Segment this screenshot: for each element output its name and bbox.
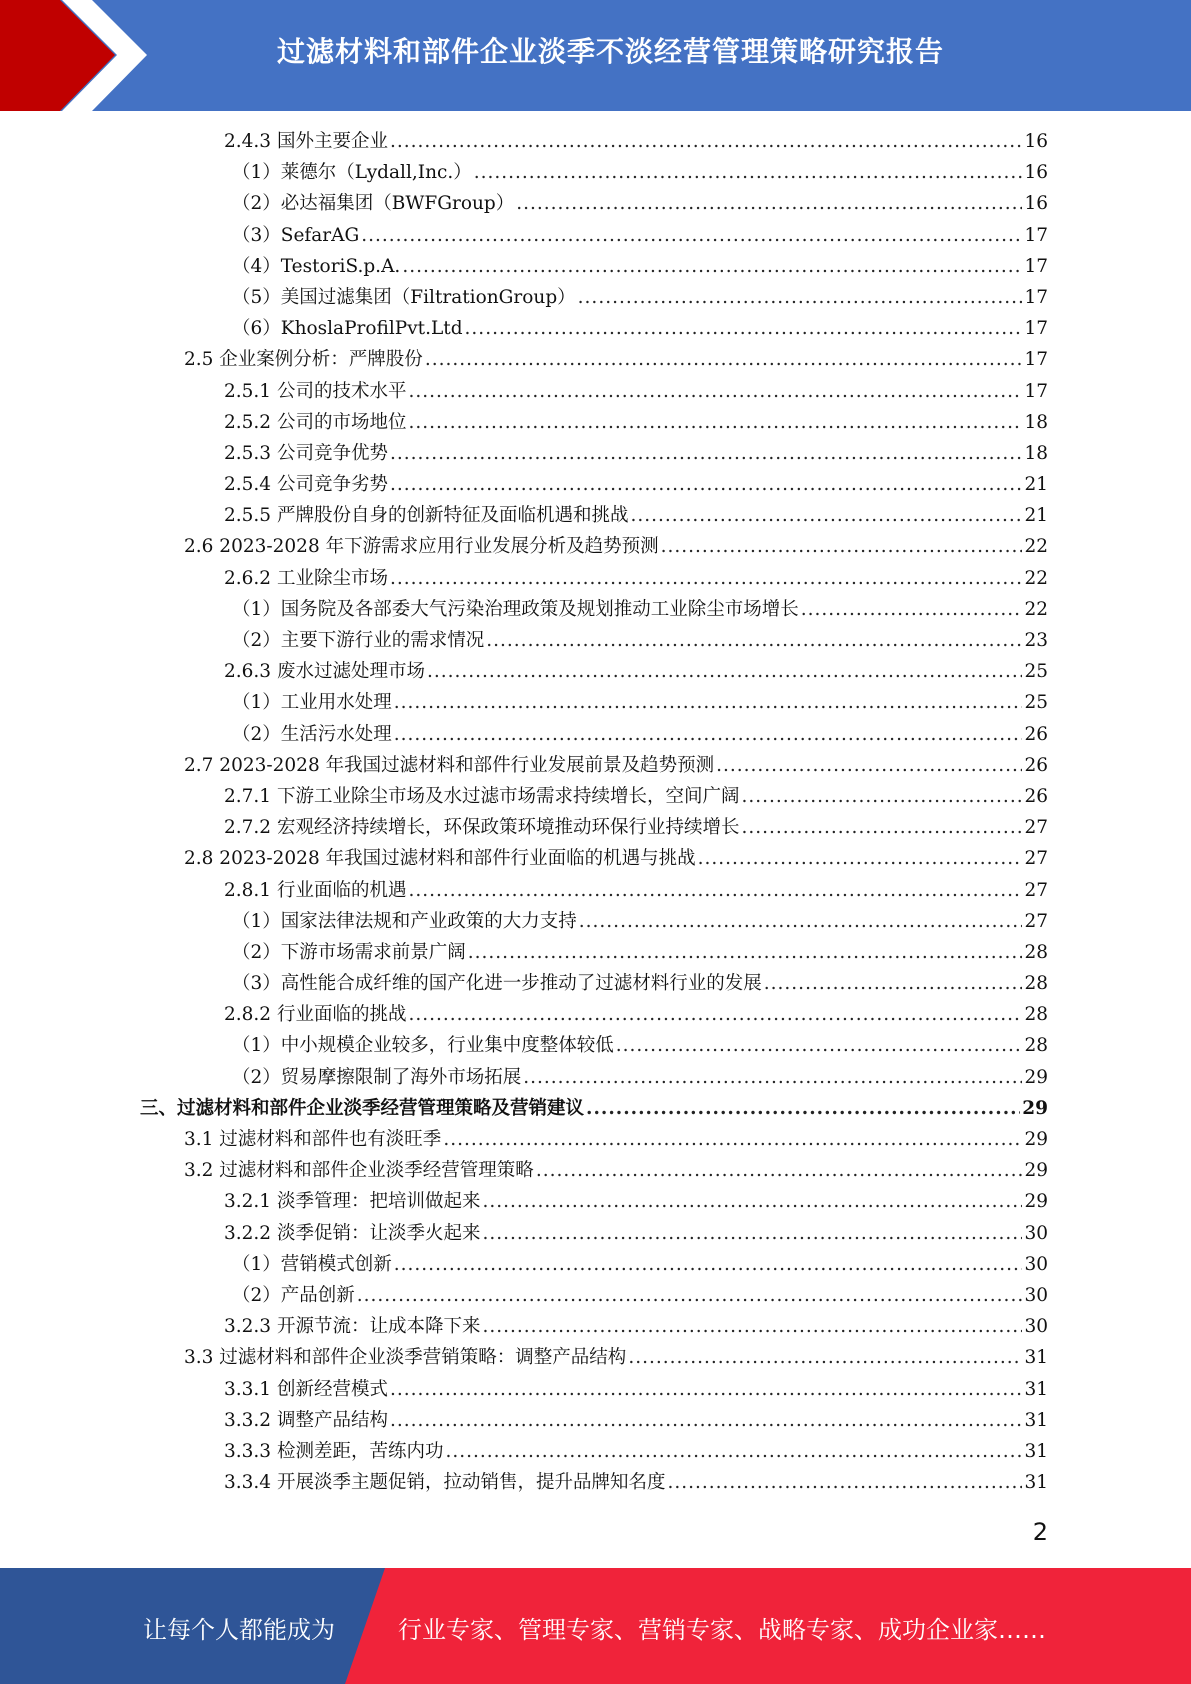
toc-leader-dots bbox=[764, 968, 1023, 999]
toc-leader-dots bbox=[465, 313, 1023, 344]
toc-leader-dots bbox=[586, 1093, 1020, 1124]
toc-leader-dots bbox=[390, 1374, 1022, 1405]
toc-entry-page: 27 bbox=[1024, 817, 1048, 839]
toc-entry-label: 3.3.1 创新经营模式 bbox=[224, 1378, 388, 1400]
toc-entry-page: 17 bbox=[1024, 255, 1048, 277]
toc-entry-label: （1）中小规模企业较多，行业集中度整体较低 bbox=[232, 1035, 614, 1057]
toc-leader-dots bbox=[482, 1186, 1022, 1217]
toc-entry-label: 2.5 企业案例分析：严牌股份 bbox=[184, 349, 423, 371]
toc-entry[interactable] bbox=[140, 812, 1048, 843]
toc-entry[interactable] bbox=[140, 1436, 1048, 1467]
toc-leader-dots bbox=[661, 531, 1023, 562]
toc-leader-dots bbox=[394, 1249, 1023, 1280]
toc-entry[interactable] bbox=[140, 968, 1048, 999]
toc-entry-page: 29 bbox=[1024, 1160, 1048, 1182]
footer-slogan-right: 行业专家、管理专家、营销专家、战略专家、成功企业家…… bbox=[398, 1616, 1046, 1644]
toc-entry-page: 17 bbox=[1024, 224, 1048, 246]
toc-entry[interactable] bbox=[140, 376, 1048, 407]
toc-entry-label: （2）必达福集团（BWFGroup） bbox=[232, 193, 515, 215]
toc-entry-page: 16 bbox=[1024, 193, 1048, 215]
toc-leader-dots bbox=[361, 220, 1022, 251]
toc-entry-page: 31 bbox=[1024, 1409, 1048, 1431]
toc-entry[interactable] bbox=[140, 1124, 1048, 1155]
toc-leader-dots bbox=[408, 376, 1022, 407]
toc-entry-page: 17 bbox=[1024, 380, 1048, 402]
toc-entry[interactable] bbox=[140, 1467, 1048, 1498]
toc-entry[interactable] bbox=[140, 1249, 1048, 1280]
toc-entry-label: 3.3.2 调整产品结构 bbox=[224, 1409, 388, 1431]
toc-entry-label: （1）营销模式创新 bbox=[232, 1253, 392, 1275]
toc-entry-page: 25 bbox=[1024, 661, 1048, 683]
toc-entry-page: 17 bbox=[1024, 318, 1048, 340]
toc-entry-label: 2.6.3 废水过滤处理市场 bbox=[224, 661, 425, 683]
toc-leader-dots bbox=[390, 438, 1022, 469]
toc-entry-page: 17 bbox=[1024, 286, 1048, 308]
toc-entry-page: 26 bbox=[1024, 785, 1048, 807]
toc-entry-label: 2.5.2 公司的市场地位 bbox=[224, 411, 407, 433]
document-title: 过滤材料和部件企业淡季不淡经营管理策略研究报告 bbox=[276, 35, 944, 68]
toc-leader-dots bbox=[516, 188, 1022, 219]
toc-entry[interactable] bbox=[140, 937, 1048, 968]
toc-entry-label: 2.7.2 宏观经济持续增长，环保政策环境推动环保行业持续增长 bbox=[224, 817, 740, 839]
toc-entry-label: （1）工业用水处理 bbox=[232, 692, 392, 714]
toc-entry-page: 22 bbox=[1024, 598, 1048, 620]
toc-entry[interactable] bbox=[140, 126, 1048, 157]
toc-entry-label: 2.8.1 行业面临的机遇 bbox=[224, 879, 407, 901]
toc-entry-page: 18 bbox=[1024, 442, 1048, 464]
page-footer bbox=[0, 1568, 1191, 1684]
toc-leader-dots bbox=[628, 1342, 1022, 1373]
toc-entry-label: 2.5.1 公司的技术水平 bbox=[224, 380, 407, 402]
toc-entry-page: 21 bbox=[1024, 505, 1048, 527]
toc-entry-label: 2.7 2023-2028 年我国过滤材料和部件行业发展前景及趋势预测 bbox=[184, 754, 715, 776]
toc-leader-dots bbox=[445, 1436, 1022, 1467]
page-header bbox=[0, 0, 1191, 111]
toc-entry-page: 29 bbox=[1022, 1097, 1048, 1119]
toc-entry[interactable] bbox=[140, 220, 1048, 251]
toc-entry-page: 31 bbox=[1024, 1472, 1048, 1494]
toc-entry-label: 3.3.4 开展淡季主题促销，拉动销售，提升品牌知名度 bbox=[224, 1472, 666, 1494]
toc-entry[interactable] bbox=[140, 469, 1048, 500]
toc-entry[interactable] bbox=[140, 1374, 1048, 1405]
toc-entry-label: （2）生活污水处理 bbox=[232, 723, 392, 745]
toc-entry[interactable] bbox=[140, 531, 1048, 562]
toc-entry[interactable] bbox=[140, 999, 1048, 1030]
toc-entry[interactable] bbox=[140, 1280, 1048, 1311]
toc-entry[interactable] bbox=[140, 313, 1048, 344]
toc-leader-dots bbox=[390, 1405, 1022, 1436]
toc-entry[interactable] bbox=[140, 1342, 1048, 1373]
toc-leader-dots bbox=[357, 1280, 1023, 1311]
toc-entry[interactable] bbox=[140, 188, 1048, 219]
toc-entry-label: 3.1 过滤材料和部件也有淡旺季 bbox=[184, 1129, 442, 1150]
toc-entry-page: 31 bbox=[1024, 1347, 1048, 1369]
toc-entry[interactable] bbox=[140, 157, 1048, 188]
toc-leader-dots bbox=[394, 687, 1023, 718]
toc-entry-label: 3.2 过滤材料和部件企业淡季经营管理策略 bbox=[184, 1160, 534, 1182]
toc-entry-label: 2.5.5 严牌股份自身的创新特征及面临机遇和挑战 bbox=[224, 505, 629, 527]
toc-entry[interactable] bbox=[140, 1062, 1048, 1093]
toc-entry-page: 21 bbox=[1024, 474, 1048, 496]
toc-entry[interactable] bbox=[140, 656, 1048, 687]
toc-leader-dots bbox=[667, 1467, 1022, 1498]
toc-entry-page: 16 bbox=[1024, 162, 1048, 184]
footer-slogan-left: 让每个人都能成为 bbox=[143, 1616, 335, 1644]
toc-entry-page: 25 bbox=[1024, 692, 1048, 714]
toc-leader-dots bbox=[408, 875, 1022, 906]
toc-entry[interactable] bbox=[140, 407, 1048, 438]
toc-entry[interactable] bbox=[140, 282, 1048, 313]
toc-entry[interactable] bbox=[140, 563, 1048, 594]
toc-entry-page: 17 bbox=[1024, 349, 1048, 371]
toc-entry[interactable] bbox=[140, 438, 1048, 469]
toc-entry[interactable] bbox=[140, 1093, 1048, 1124]
toc-entry-label: 2.4.3 国外主要企业 bbox=[224, 131, 388, 152]
toc-entry-page: 26 bbox=[1024, 723, 1048, 745]
toc-entry-label: 3.3 过滤材料和部件企业淡季营销策略：调整产品结构 bbox=[184, 1347, 627, 1369]
toc-leader-dots bbox=[390, 469, 1022, 500]
toc-entry[interactable] bbox=[140, 1311, 1048, 1342]
toc-entry-label: （1）国务院及各部委大气污染治理政策及规划推动工业除尘市场增长 bbox=[232, 598, 799, 620]
toc-entry-page: 28 bbox=[1024, 1004, 1048, 1026]
toc-entry-page: 18 bbox=[1024, 411, 1048, 433]
toc-entry-page: 22 bbox=[1024, 536, 1048, 558]
toc-leader-dots bbox=[578, 282, 1023, 313]
toc-entry[interactable] bbox=[140, 687, 1048, 718]
toc-leader-dots bbox=[408, 999, 1022, 1030]
toc-entry-page: 29 bbox=[1024, 1191, 1048, 1213]
toc-entry-page: 28 bbox=[1024, 1035, 1048, 1057]
toc-entry-label: 2.7.1 下游工业除尘市场及水过滤市场需求持续增长，空间广阔 bbox=[224, 785, 740, 807]
toc-leader-dots bbox=[402, 251, 1022, 282]
toc-entry-page: 31 bbox=[1024, 1440, 1048, 1462]
toc-entry-page: 16 bbox=[1024, 131, 1048, 152]
toc-entry-label: （2）下游市场需求前景广阔 bbox=[232, 941, 466, 963]
toc-leader-dots bbox=[425, 344, 1023, 375]
toc-leader-dots bbox=[579, 906, 1023, 937]
toc-entry-page: 27 bbox=[1024, 848, 1048, 870]
toc-entry[interactable] bbox=[140, 500, 1048, 531]
toc-entry[interactable] bbox=[140, 1405, 1048, 1436]
toc-entry-page: 23 bbox=[1024, 630, 1048, 651]
toc-leader-dots bbox=[741, 781, 1022, 812]
toc-leader-dots bbox=[616, 1030, 1023, 1061]
toc-entry-page: 30 bbox=[1024, 1284, 1048, 1306]
toc-entry-page: 30 bbox=[1024, 1253, 1048, 1275]
toc-entry-label: （3）高性能合成纤维的国产化进一步推动了过滤材料行业的发展 bbox=[232, 973, 762, 995]
toc-entry-label: 3.2.3 开源节流：让成本降下来 bbox=[224, 1316, 481, 1338]
toc-entry-label: 2.6 2023-2028 年下游需求应用行业发展分析及趋势预测 bbox=[184, 536, 659, 558]
toc-entry-label: （6）KhoslaProfilPvt.Ltd bbox=[232, 318, 463, 340]
toc-entry[interactable] bbox=[140, 251, 1048, 282]
toc-entry-page: 22 bbox=[1024, 567, 1048, 589]
toc-entry-label: （2）贸易摩擦限制了海外市场拓展 bbox=[232, 1066, 522, 1088]
toc-leader-dots bbox=[390, 126, 1022, 157]
toc-leader-dots bbox=[427, 656, 1022, 687]
toc-leader-dots bbox=[474, 157, 1023, 188]
toc-entry-label: （4）TestoriS.p.A. bbox=[232, 255, 401, 277]
toc-entry[interactable] bbox=[140, 781, 1048, 812]
toc-leader-dots bbox=[443, 1124, 1022, 1155]
toc-entry-page: 26 bbox=[1024, 754, 1048, 776]
toc-entry-label: 2.5.4 公司竞争劣势 bbox=[224, 474, 388, 496]
toc-leader-dots bbox=[536, 1155, 1023, 1186]
toc-leader-dots bbox=[486, 625, 1022, 656]
toc-entry-label: （2）产品创新 bbox=[232, 1284, 355, 1306]
toc-entry[interactable] bbox=[140, 719, 1048, 750]
toc-entry-label: 2.5.3 公司竞争优势 bbox=[224, 442, 388, 464]
toc-leader-dots bbox=[523, 1062, 1022, 1093]
toc-entry-label: （3）SefarAG bbox=[232, 224, 360, 246]
toc-entry-label: 2.8 2023-2028 年我国过滤材料和部件行业面临的机遇与挑战 bbox=[184, 848, 696, 870]
toc-entry-page: 27 bbox=[1024, 879, 1048, 901]
toc-entry-page: 29 bbox=[1024, 1129, 1048, 1150]
toc-entry-label: （2）主要下游行业的需求情况 bbox=[232, 630, 485, 651]
toc-entry[interactable] bbox=[140, 1030, 1048, 1061]
toc-entry[interactable] bbox=[140, 875, 1048, 906]
toc-entry-page: 30 bbox=[1024, 1316, 1048, 1338]
toc-entry[interactable] bbox=[140, 625, 1048, 656]
toc-leader-dots bbox=[408, 407, 1022, 438]
toc-entry-label: 2.8.2 行业面临的挑战 bbox=[224, 1004, 407, 1026]
toc-entry[interactable] bbox=[140, 1218, 1048, 1249]
toc-leader-dots bbox=[741, 812, 1022, 843]
toc-entry-page: 28 bbox=[1024, 941, 1048, 963]
toc-leader-dots bbox=[390, 563, 1022, 594]
toc-entry[interactable] bbox=[140, 594, 1048, 625]
toc-leader-dots bbox=[716, 750, 1022, 781]
toc-leader-dots bbox=[394, 719, 1023, 750]
toc-leader-dots bbox=[482, 1218, 1022, 1249]
toc-entry-label: （1）国家法律法规和产业政策的大力支持 bbox=[232, 910, 577, 932]
toc-entry[interactable] bbox=[140, 843, 1048, 874]
toc-leader-dots bbox=[698, 843, 1023, 874]
toc-entry-label: 3.3.3 检测差距，苦练内功 bbox=[224, 1440, 444, 1462]
toc-entry[interactable] bbox=[140, 1186, 1048, 1217]
toc-entry[interactable] bbox=[140, 906, 1048, 937]
toc-entry-label: 3.2.1 淡季管理：把培训做起来 bbox=[224, 1191, 481, 1213]
toc-leader-dots bbox=[468, 937, 1023, 968]
toc-entry-page: 31 bbox=[1024, 1378, 1048, 1400]
toc-entry[interactable] bbox=[140, 750, 1048, 781]
toc-leader-dots bbox=[482, 1311, 1022, 1342]
page-number: 2 bbox=[1032, 1518, 1048, 1546]
toc-entry-label: 三、过滤材料和部件企业淡季经营管理策略及营销建议 bbox=[140, 1097, 585, 1119]
toc-entry-label: （1）莱德尔（Lydall,Inc.） bbox=[232, 162, 472, 184]
toc-entry[interactable] bbox=[140, 1155, 1048, 1186]
toc-entry-page: 30 bbox=[1024, 1222, 1048, 1244]
toc-entry-label: 2.6.2 工业除尘市场 bbox=[224, 567, 388, 589]
toc-leader-dots bbox=[801, 594, 1023, 625]
table-of-contents bbox=[140, 126, 1048, 1498]
toc-entry[interactable] bbox=[140, 344, 1048, 375]
toc-entry-label: （5）美国过滤集团（FiltrationGroup） bbox=[232, 286, 576, 308]
toc-entry-page: 28 bbox=[1024, 973, 1048, 995]
toc-entry-label: 3.2.2 淡季促销：让淡季火起来 bbox=[224, 1222, 481, 1244]
toc-leader-dots bbox=[630, 500, 1022, 531]
toc-entry-page: 29 bbox=[1024, 1066, 1048, 1088]
toc-entry-page: 27 bbox=[1024, 910, 1048, 932]
